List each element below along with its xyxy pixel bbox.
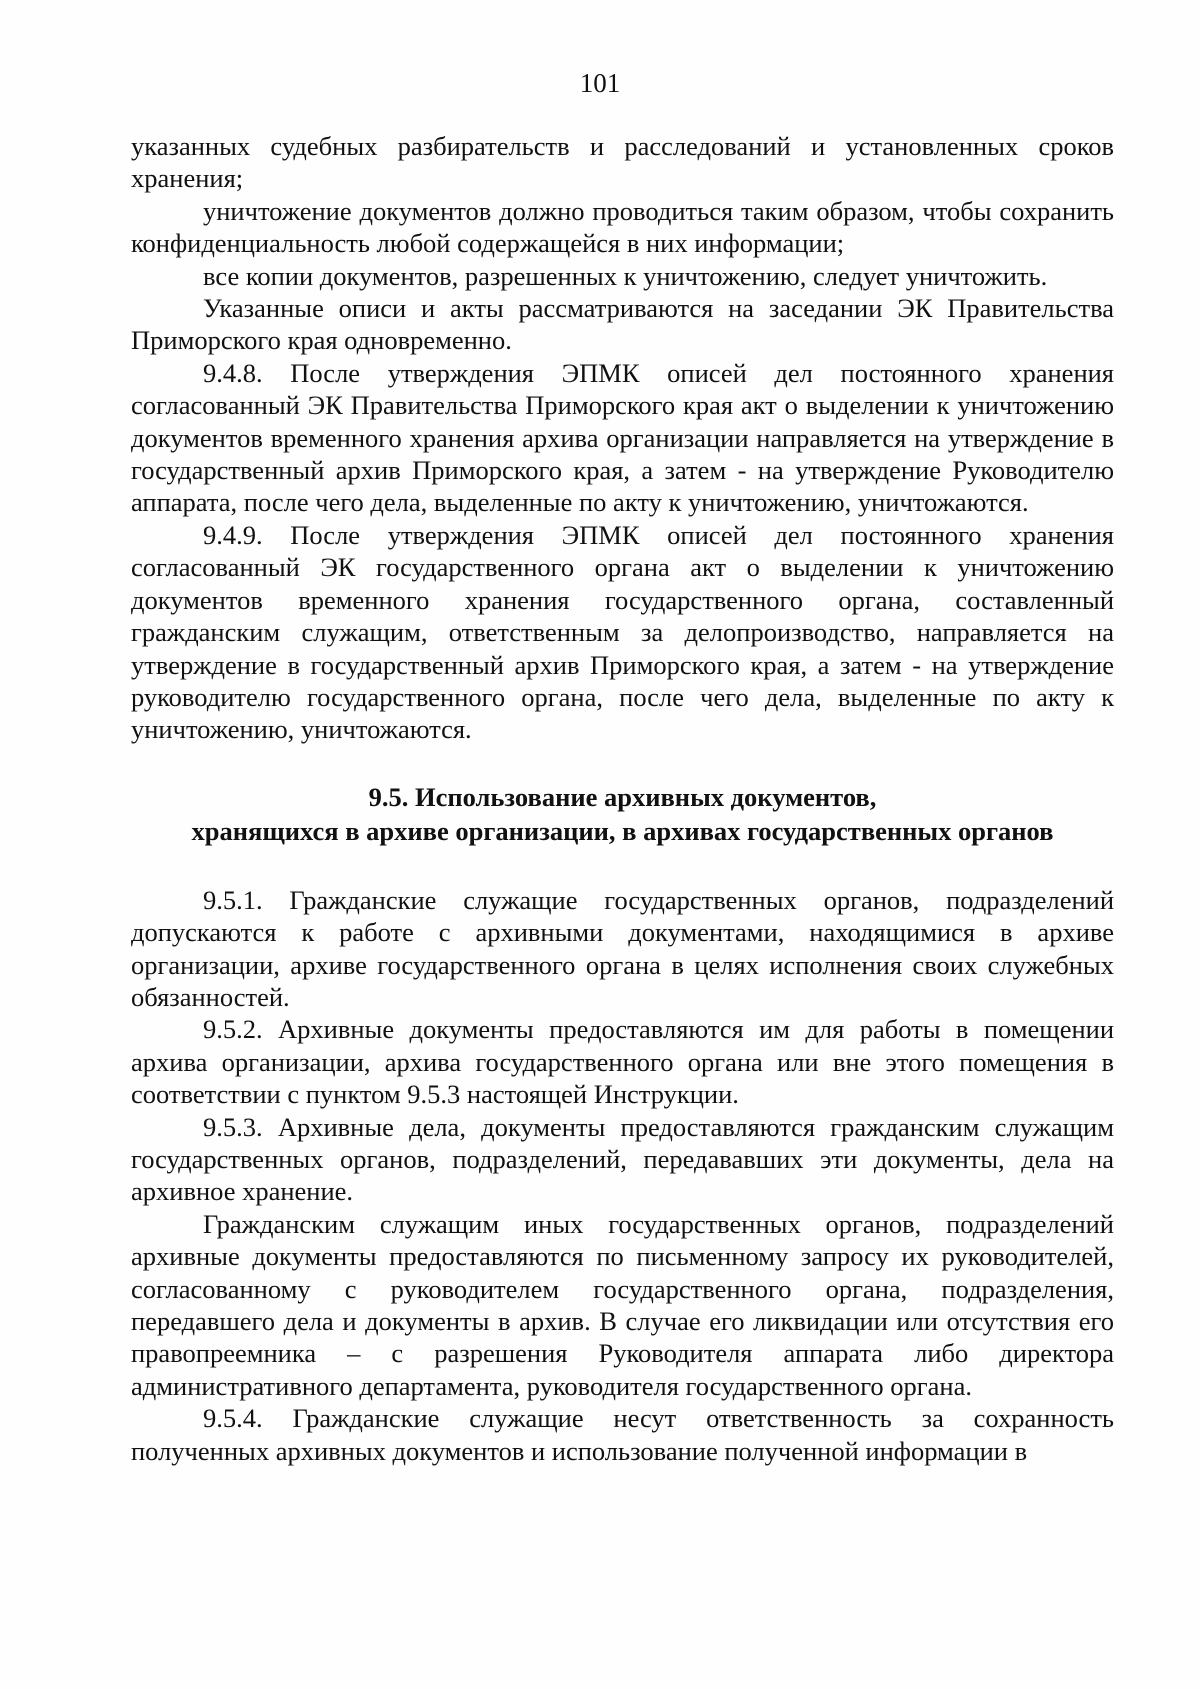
paragraph-9-5-4: 9.5.4. Гражданские служащие несут ответственность за сохранность полученных архивных документов и использование полученной информации в <box>131 1403 1114 1466</box>
section-heading-line: 9.5. Использование архивных документов, <box>368 781 877 812</box>
paragraph: все копии документов, разрешенных к уничтожению, следует уничтожить. <box>203 260 1048 291</box>
paragraph-9-4-9: 9.4.9. После утверждения ЭПМК описей дел постоянного хранения согласованный ЭК государственного органа акт о выделении к уничтожению документов временного хранения государственного органа, составленный гражданским служащим, ответственным за делопроизводство, направляется на утверждение в государственный архив Приморского края, а затем - на утверждение руководителю государственного органа, после чего дела, выделенные по акту к уничтожению, уничтожаются. <box>131 519 1114 745</box>
paragraph: уничтожение документов должно проводиться таким образом, чтобы сохранить конфиденциальность любой содержащейся в них информации; <box>131 195 1114 259</box>
paragraph-9-4-8: 9.4.8. После утверждения ЭПМК описей дел постоянного хранения согласованный ЭК Правительства Приморского края акт о выделении к уничтожению документов временного хранения архива организации направляется на утверждение в государственный архив Приморского края, а затем - на утверждение Руководителю аппарата, после чего дела, выделенные по акту к уничтожению, уничтожаются. <box>131 357 1114 518</box>
document-body <box>131 130 1114 1467</box>
paragraph-9-5-1: 9.5.1. Гражданские служащие государственных органов, подразделений допускаются к работе с архивными документами, находящимися в архиве организации, архиве государственного органа в целях исполнения своих служебных обязанностей. <box>131 884 1114 1012</box>
section-heading-9-5 <box>131 780 1114 848</box>
paragraph: указанных судебных разбирательств и расследований и установленных сроков хранения; <box>131 131 1114 194</box>
paragraph-9-5-3: 9.5.3. Архивные дела, документы предоставляются гражданским служащим государственных органов, подразделений, передававших эти документы, дела на архивное хранение. <box>131 1111 1114 1207</box>
section-heading-line: хранящихся в архиве организации, в архивах государственных органов <box>191 815 1054 846</box>
paragraph: Указанные описи и акты рассматриваются на заседании ЭК Правительства Приморского края одновременно. <box>131 293 1114 356</box>
paragraph: Гражданским служащим иных государственных органов, подразделений архивные документы предоставляются по письменному запросу их руководителей, согласованному с руководителем государственного органа, подразделения, передавшего дела и документы в архив. В случае его ликвидации или отсутствия его правопреемника – с разрешения Руководителя аппарата либо директора административного департамента, руководителя государственного органа. <box>131 1208 1114 1401</box>
paragraph-9-5-2: 9.5.2. Архивные документы предоставляются им для работы в помещении архива организации, архива государственного органа или вне этого помещения в соответствии с пунктом 9.5.3 настоящей Инструкции. <box>131 1014 1114 1110</box>
page-number: 101 <box>579 68 621 98</box>
